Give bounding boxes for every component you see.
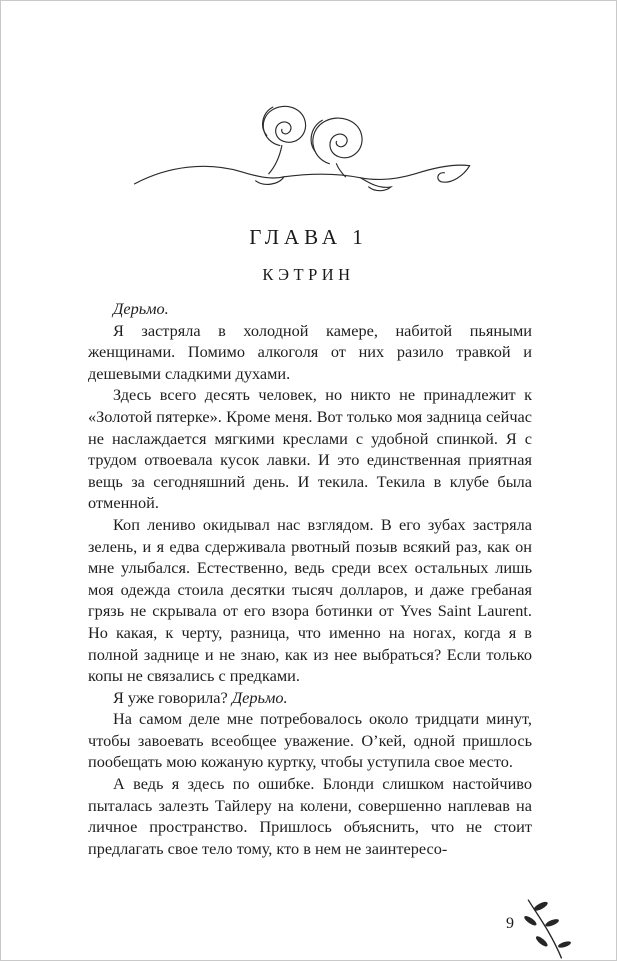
roses-ornament-icon: [129, 91, 475, 197]
paragraph: На самом деле мне потребовалось около тридцати минут, чтобы завоевать всеобщее уважение. О’кей, одной пришлось пообещать мою кожаную куртку, чтобы уступила свое место.: [88, 709, 532, 772]
page-number: 9: [506, 915, 514, 932]
paragraph: Здесь всего десять человек, но никто не принадлежит к «Золотой пятерке». Кроме меня. Вот только моя задница сейчас не наслаждается мягкими креслами с удобной спинкой. Я с трудом отвоевала кусок лавки. И это единственная приятная вещь за сегодняшний день. И текила. Текила в клубе была отменной.: [88, 385, 532, 513]
chapter-title: ГЛАВА 1: [249, 225, 368, 249]
body-text: [88, 298, 532, 859]
paragraph-lead: Я уже говорила?: [113, 687, 232, 707]
paragraph-italic-word: Дерьмо.: [231, 687, 288, 707]
paragraph: Коп лениво окидывал нас взглядом. В его зубах застряла зелень, и я едва сдерживала рвотный позыв всякий раз, как он мне улыбался. Естественно, ведь среди всех остальных лишь моя одежда стоила десятки тысяч долларов, и даже гребаная грязь не скрывала от его взора ботинки от Yves Saint Laurent. Но какая, к черту, разница, что именно на ногах, когда я в полной заднице и не знаю, как из нее выбраться? Если только копы не связались с предками.: [88, 514, 532, 686]
chapter-character-name: КЭТРИН: [262, 265, 355, 284]
paragraph: А ведь я здесь по ошибке. Блонди слишком настойчиво пыталась залезть Тайлеру на колени, совершенно наплевав на личное пространство. Пришлось объяснить, что не стоит предлагать свое тело тому, кто в нем не заинтересо-: [88, 774, 532, 858]
paragraph: Дерьмо.: [113, 299, 169, 318]
paragraph: [88, 687, 532, 709]
leaf-branch-ornament-icon: [522, 898, 576, 960]
paragraph: Я застряла в холодной камере, набитой пьяными женщинами. Помимо алкоголя от них разило травкой и дешевыми сладкими духами.: [88, 320, 532, 383]
